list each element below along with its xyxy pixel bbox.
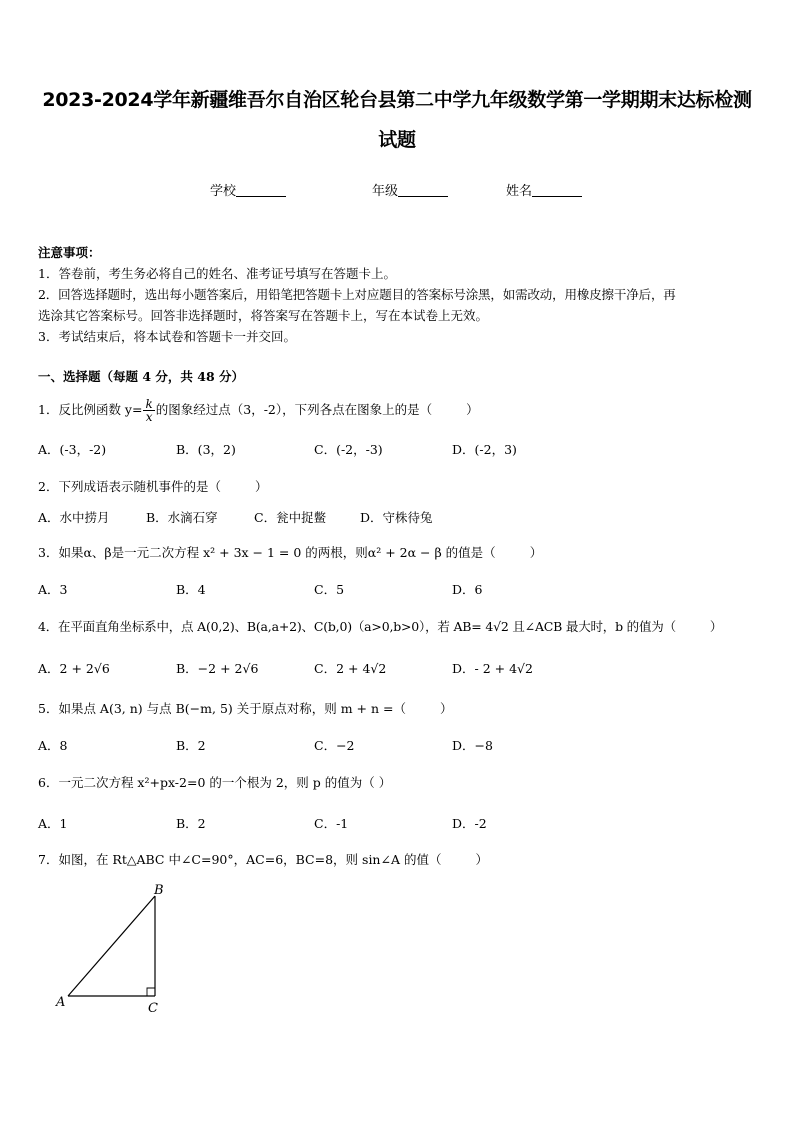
q1-option-a: A．(-3，-2) [38,442,107,457]
name-blank [532,182,582,197]
vertex-label-b: B [154,883,164,898]
student-info-row [0,180,794,200]
q3-option-c: C．5 [314,582,345,597]
question-3-stem [38,544,542,562]
question-1-stem [38,398,479,423]
name-field [506,180,582,199]
note-item-2-cont: 选涂其它答案标号。回答非选择题时，将答案写在答题卡上，写在本试卷上无效。 [38,308,489,323]
q3-option-a: A．3 [38,582,68,597]
q6-option-a: A．1 [38,816,68,831]
q6-option-c: C．-1 [314,816,349,831]
notes-heading: 注意事项： [38,245,101,260]
q2-stem: 2．下列成语表示随机事件的是（ [38,479,221,494]
q4-stem: 4．在平面直角坐标系中，点 A(0,2)、B(a,a+2)、C(b,0)（a>0,b>0），若 AB= 4√2 且∠ACB 最大时，b 的值为（ [38,619,676,634]
q6-option-d: D．-2 [452,816,487,831]
q3-stem-end: ） [529,545,543,560]
q7-stem: 7．如图，在 Rt△ABC 中∠C=90°，AC=6，BC=8，则 sin∠A 的值（ [38,852,442,867]
question-2-stem [38,478,267,496]
q3-stem: 3．如果α、β是一元二次方程 x² + 3x − 1 = 0 的两根，则α² + 2α − β 的值是（ [38,545,496,560]
grade-blank [398,182,448,197]
question-4-stem [38,618,722,636]
q1-stem-end: ） [466,402,479,417]
question-7-stem [38,851,488,869]
q1-option-b: B．(3，2) [176,442,236,457]
q5-stem: 5．如果点 A(3, n) 与点 B(−m, 5) 关于原点对称，则 m + n =（ [38,701,406,716]
grade-label: 年级 [372,184,399,199]
question-6-stem: 6．一元二次方程 x²+px-2=0 的一个根为 2，则 p 的值为（ ） [38,775,392,790]
note-item-3: 3．考试结束后，将本试卷和答题卡一并交回。 [38,329,296,344]
q1-stem-b: 的图象经过点（3，-2），下列各点在图象上的是（ [155,402,433,417]
right-angle-mark [147,988,155,996]
q1-stem-a: 1．反比例函数 y= [38,402,143,417]
q1-option-c: C．(-2，-3) [314,442,383,457]
school-blank [236,182,286,197]
q3-option-b: B．4 [176,582,206,597]
exam-title-line2: 试题 [378,129,416,151]
school-field [210,180,286,199]
q2-stem-end: ） [254,479,268,494]
grade-field [372,180,448,199]
note-item-1: 1．答卷前，考生务必将自己的姓名、准考证号填写在答题卡上。 [38,266,396,281]
q5-option-a: A．8 [38,738,68,753]
q2-option-d: D．守株待兔 [360,510,433,525]
q3-option-d: D．6 [452,582,483,597]
section-heading: 一、选择题（每题 4 分，共 48 分） [38,369,245,384]
vertex-label-c: C [148,1001,158,1016]
question-5-stem [38,700,453,718]
q5-option-c: C．−2 [314,738,355,753]
exam-title-line1: 2023-2024学年新疆维吾尔自治区轮台县第二中学九年级数学第一学期期末达标检测 [42,89,752,111]
q5-stem-end: ） [440,701,453,716]
q1-frac-num: k [145,397,153,411]
name-label: 姓名 [506,184,533,199]
vertex-label-a: A [56,995,66,1010]
q7-stem-end: ） [475,852,488,867]
q2-option-b: B．水滴石穿 [146,510,218,525]
q4-option-a: A．2 + 2√6 [38,661,110,676]
q4-stem-end: ） [709,619,723,634]
q2-option-a: A．水中捞月 [38,510,110,525]
q5-option-d: D．−8 [452,738,493,753]
right-triangle-figure [50,878,180,1018]
school-label: 学校 [210,184,237,199]
q4-option-d: D．- 2 + 4√2 [452,661,533,676]
q1-option-d: D．(-2，3) [452,442,517,457]
q4-option-c: C．2 + 4√2 [314,661,387,676]
side-ab [68,896,155,996]
note-item-2: 2．回答选择题时，选出每小题答案后，用铅笔把答题卡上对应题目的答案标号涂黑，如需改动，用橡皮擦干净后，再 [38,287,676,302]
q5-option-b: B．2 [176,738,206,753]
q6-option-b: B．2 [176,816,206,831]
q2-option-c: C．瓮中捉鳖 [254,510,327,525]
q1-fraction [143,398,154,423]
q4-option-b: B．−2 + 2√6 [176,661,259,676]
q1-frac-den: x [145,410,153,424]
